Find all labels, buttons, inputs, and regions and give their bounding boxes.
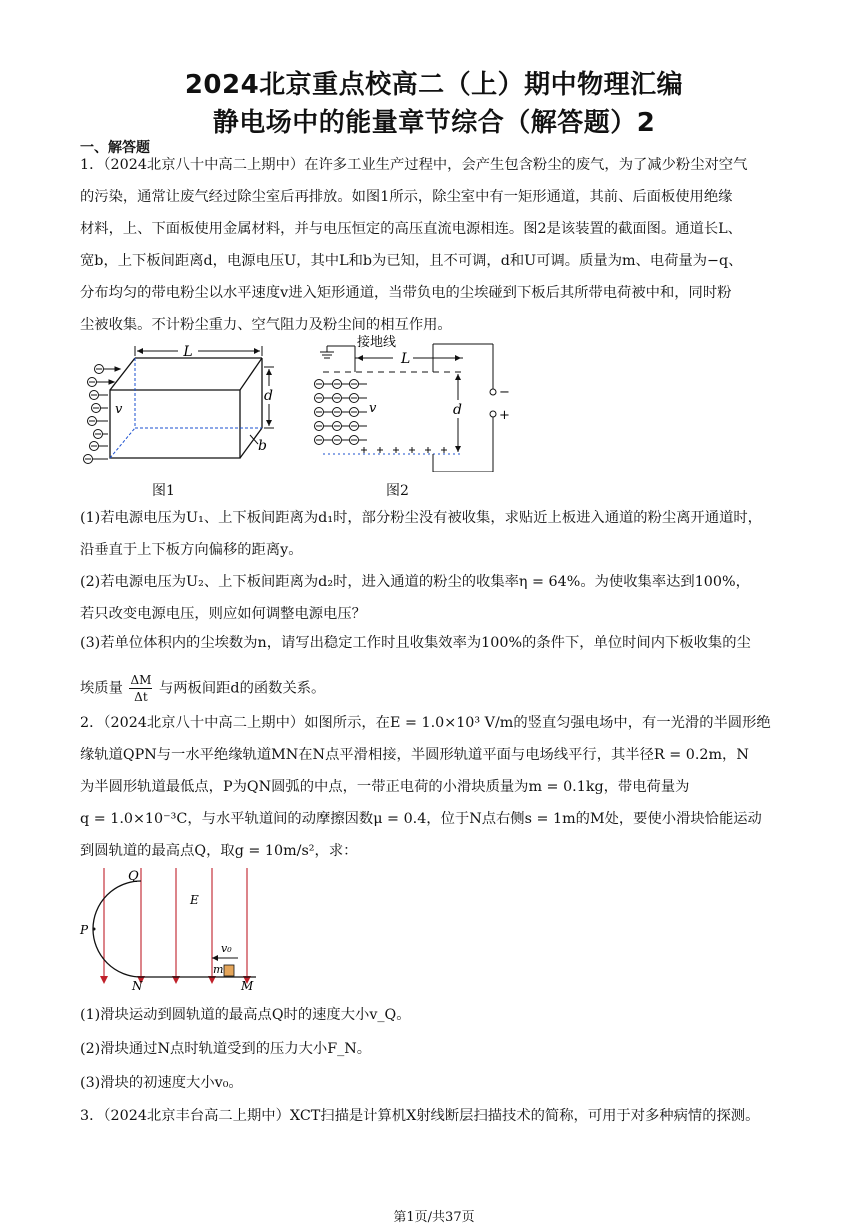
q2-label-v0: v₀: [221, 942, 232, 955]
q1-line-3: 材料，上、下面板使用金属材料，并与电压恒定的高压直流电源相连。图2是该装置的截面图。通道长L、: [80, 221, 742, 237]
fig2-caption: 图2: [386, 483, 409, 499]
q1-line-2: 的污染，通常让废气经过除尘室后再排放。如图1所示，除尘室中有一矩形通道，其前、后面板使用绝缘: [80, 189, 733, 205]
figure-2-cross-section: [305, 332, 515, 472]
title-line-2: 静电场中的能量章节综合（解答题）2: [212, 108, 656, 138]
q2-label-E: E: [190, 893, 199, 907]
q2-sub3: (3)滑块的初速度大小v₀。: [80, 1075, 243, 1091]
fig1-label-v: v: [115, 402, 123, 417]
q2-line-1: 2．（2024北京八十中高二上期中）如图所示，在E = 1.0×10³ V/m的竖直匀强电场中，有一光滑的半圆形绝: [80, 715, 771, 731]
q2-line-5: 到圆轨道的最高点Q，取g = 10m/s²，求：: [80, 843, 358, 859]
fig1-caption: 图1: [152, 483, 175, 499]
section-heading: 一、解答题: [80, 140, 150, 156]
fig2-label-L: L: [401, 351, 411, 367]
q2-line-2: 缘轨道QPN与一水平绝缘轨道MN在N点平滑相接，半圆形轨道平面与电场线平行，其半径R = 0.2m，N: [80, 747, 749, 763]
q2-label-N: N: [132, 979, 143, 993]
q1-line-5: 分布均匀的带电粉尘以水平速度v进入矩形通道，当带负电的尘埃碰到下板后其所带电荷被中和，同时粉: [80, 285, 732, 301]
q1-sub3-fraction: [129, 672, 152, 705]
fig2-minus-terminal: −: [499, 385, 510, 400]
q1-sub2-line-1: (2)若电源电压为U₂、上下板间距离为d₂时，进入通道的粉尘的收集率η = 64%。为使收集率达到100%，: [80, 574, 750, 590]
fig2-label-v: v: [369, 401, 377, 416]
fig1-label-b: b: [258, 438, 267, 454]
q1-sub1-line-2: 沿垂直于上下板方向偏移的距离y。: [80, 542, 303, 558]
q1-sub1-line-1: (1)若电源电压为U₁、上下板间距离为d₁时，部分粉尘没有被收集，求贴近上板进入通道的粉尘离开通道时，: [80, 510, 762, 526]
q1-sub3-text-post: 与两板间距d的函数关系。: [158, 680, 326, 697]
q2-label-P: P: [80, 923, 89, 937]
fraction-denominator: Δt: [134, 690, 148, 704]
q2-label-Q: Q: [128, 869, 139, 884]
q1-sub2-line-2: 若只改变电源电压，则应如何调整电源电压？: [80, 606, 366, 622]
q2-sub2: (2)滑块通过N点时轨道受到的压力大小F_N。: [80, 1041, 372, 1057]
q1-line-6: 尘被收集。不计粉尘重力、空气阻力及粉尘间的相互作用。: [80, 317, 452, 333]
fig2-plus-terminal: +: [499, 408, 510, 423]
q2-line-3: 为半圆形轨道最低点，P为QN圆弧的中点，一带正电荷的小滑块质量为m = 0.1kg，带电荷量为: [80, 779, 690, 795]
fig2-ground-label: 接地线: [357, 335, 397, 350]
q3-line-1: 3．（2024北京丰台高二上期中）XCT扫描是计算机X射线断层扫描技术的简称，可用于对多种病情的探测。: [80, 1108, 760, 1124]
q1-sub3-text-pre: 埃质量: [80, 680, 123, 697]
fig2-dust-particles: [315, 380, 368, 445]
q1-sub3-line-1: (3)若单位体积内的尘埃数为n，请写出稳定工作时且收集效率为100%的条件下，单位时间内下板收集的尘: [80, 635, 751, 651]
q1-sub3-line-2: [80, 672, 325, 705]
title-line-1: 2024北京重点校高二（上）期中物理汇编: [184, 70, 684, 100]
fig2-bottom-plate-charges: [361, 447, 447, 453]
q2-sub1: (1)滑块运动到圆轨道的最高点Q时的速度大小v_Q。: [80, 1007, 411, 1023]
q2-label-m: m: [213, 963, 224, 976]
fig1-label-d: d: [264, 388, 273, 404]
figure-1-dust-chamber: [80, 340, 290, 470]
fig1-label-L: L: [183, 344, 193, 360]
fig2-label-d: d: [453, 402, 462, 418]
q1-line-4: 宽b，上下板间距离d，电源电压U，其中L和b为已知，且不可调，d和U可调。质量为m、电荷量为−q、: [80, 253, 743, 269]
page-footer: 第1页/共37页: [393, 1210, 475, 1225]
q2-label-M: M: [241, 979, 254, 993]
q2-line-4: q = 1.0×10⁻³C，与水平轨道间的动摩擦因数μ = 0.4，位于N点右侧s = 1m的M处，要使小滑块恰能运动: [80, 811, 762, 827]
q1-line-1: 1．（2024北京八十中高二上期中）在许多工业生产过程中，会产生包含粉尘的废气，为了减少粉尘对空气: [80, 157, 748, 173]
figure-q2-semicircle-track: [78, 866, 268, 996]
fraction-numerator: ΔM: [130, 673, 152, 687]
